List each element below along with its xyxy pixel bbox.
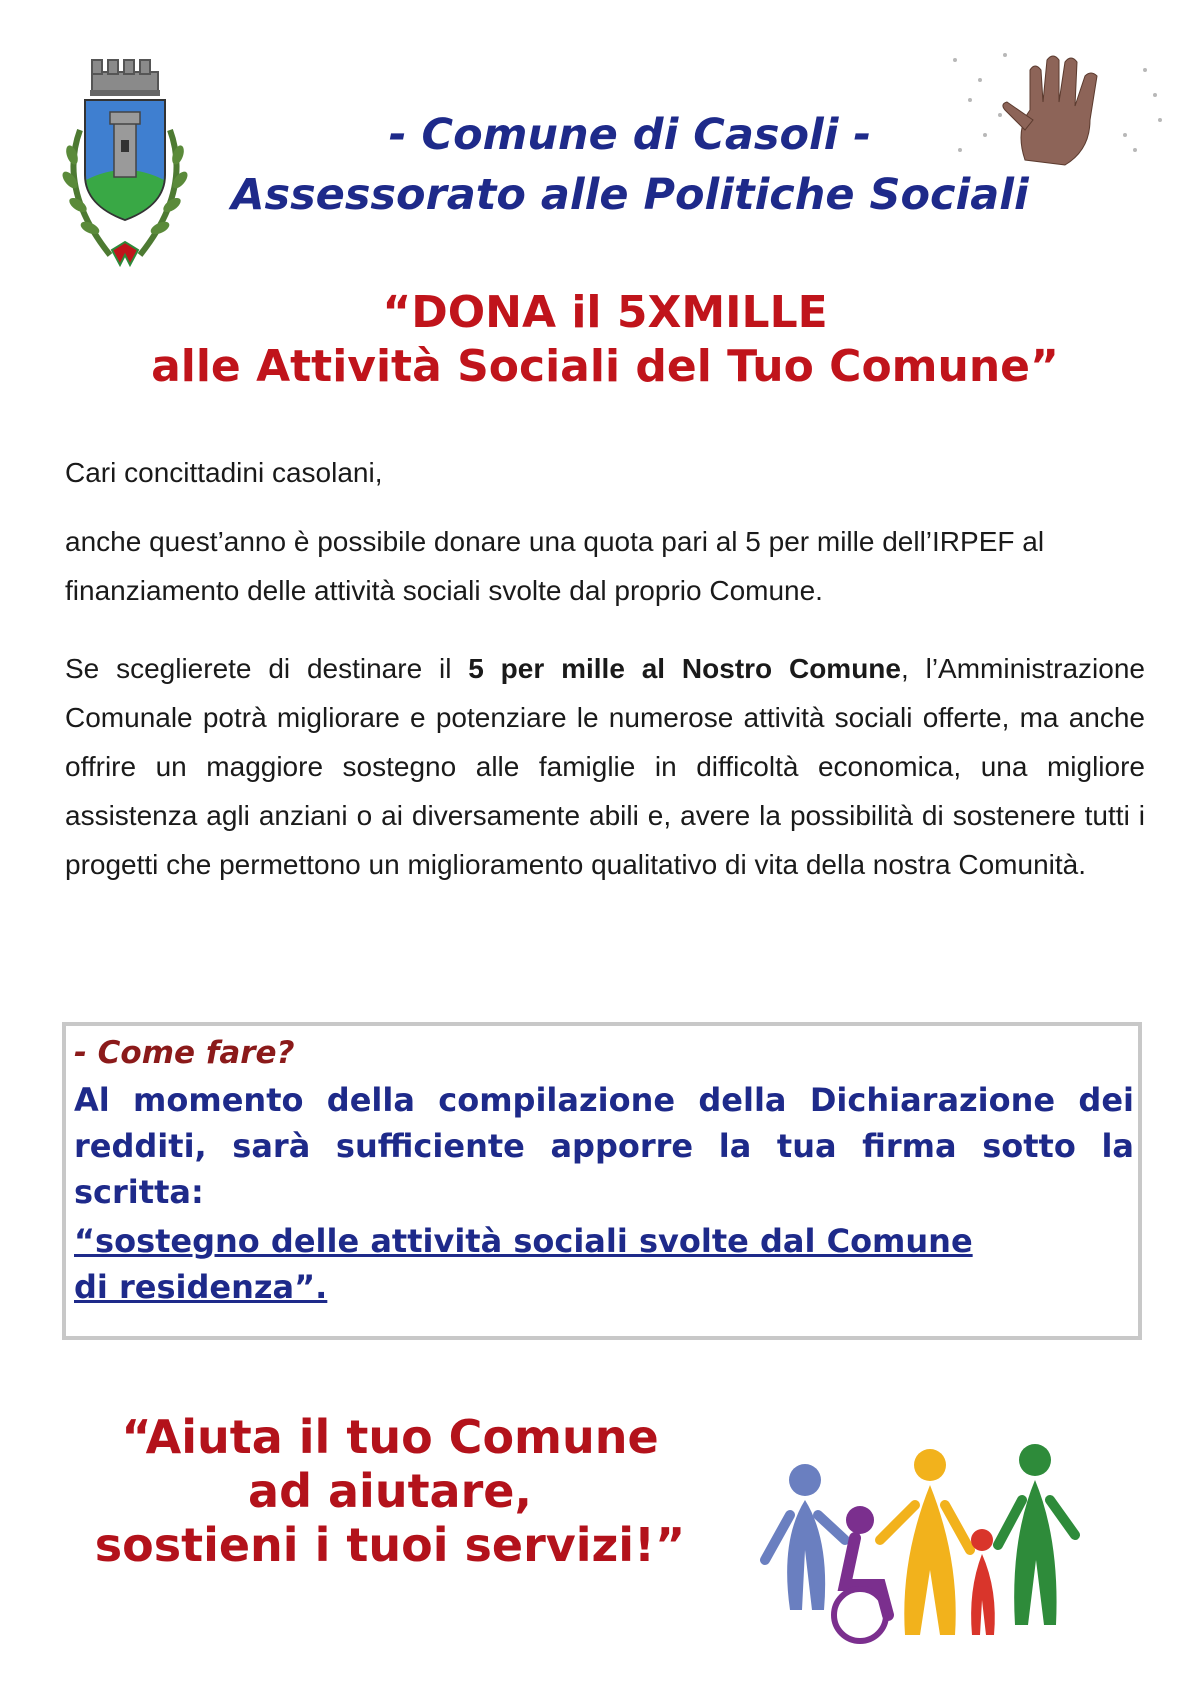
- howto-quote-line2: di residenza”.: [74, 1268, 328, 1306]
- howto-quote: [74, 1218, 1054, 1310]
- howto-question: - Come fare?: [74, 1035, 295, 1071]
- coat-of-arms-icon: [50, 50, 200, 280]
- paragraph-1: anche quest’anno è possibile donare una quota pari al 5 per mille dell’IRPEF al finanziamento delle attività sociali svolte dal proprio Comune.: [65, 526, 1045, 606]
- headline-line2: alle Attività Sociali del Tuo Comune”: [151, 341, 1059, 392]
- page-title: [230, 105, 1030, 225]
- paragraph-2-bold: 5 per mille al Nostro Comune: [468, 653, 901, 684]
- greeting: Cari concittadini casolani,: [65, 457, 383, 488]
- slogan-line2: ad aiutare,: [248, 1464, 532, 1518]
- paragraph-2-start: Se sceglierete di destinare il: [65, 653, 469, 684]
- headline: [40, 286, 1170, 394]
- headline-line1: “DONA il 5XMILLE: [382, 287, 828, 338]
- paragraph-2: [65, 644, 1145, 889]
- header-line1: - Comune di Casoli -: [388, 110, 872, 160]
- howto-quote-line1: “sostegno delle attività sociali svolte dal Comune: [74, 1222, 973, 1260]
- slogan-line1: “Aiuta il tuo Comune: [121, 1410, 659, 1464]
- people-icon: [760, 1420, 1090, 1660]
- howto-instruction: Al momento della compilazione della Dichiarazione dei redditi, sarà sufficiente apporre la tua firma sotto la scritta:: [74, 1081, 1134, 1211]
- slogan: [40, 1410, 740, 1572]
- paragraph-2-end: , l’Amministrazione Comunale potrà migliorare e potenziare le numerose attività sociali offerte, ma anche offrire un maggiore sostegno alle famiglie in difficoltà economica, una migliore assistenza agli anziani o ai diversamente abili e, avere la possibilità di sostenere tutti i progetti che permettono un miglioramento qualitativo di vita della nostra Comunità.: [65, 653, 1145, 880]
- header-line2: Assessorato alle Politiche Sociali: [231, 170, 1029, 220]
- slogan-line3: sostieni i tuoi servizi!”: [94, 1518, 686, 1572]
